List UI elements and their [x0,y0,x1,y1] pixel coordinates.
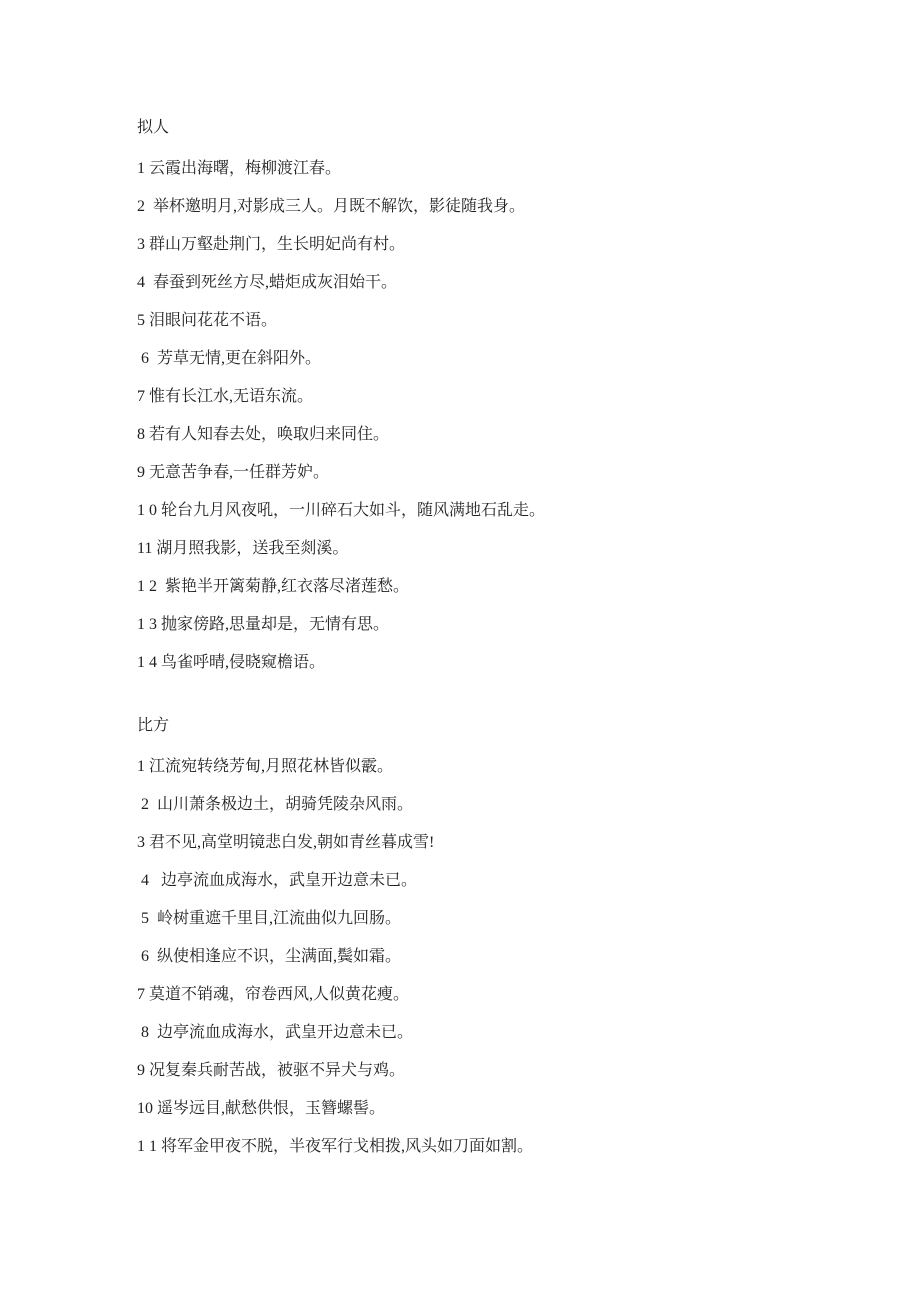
poem-section [137,690,860,1157]
poem-line: 1 0 轮台九月风夜吼，一川碎石大如斗，随风满地石乱走。 [137,502,546,519]
poem-line: 7 莫道不销魂，帘卷西风,人似黄花瘦。 [137,986,410,1003]
section-heading: 比方 [137,717,170,734]
poem-line: 10 遥岑远目,献愁供恨，玉簪螺髻。 [137,1100,386,1117]
poem-line: 3 群山万壑赴荆门，生长明妃尚有村。 [137,236,406,253]
poem-section [137,117,860,673]
poem-line: 4 边亭流血成海水，武皇开边意未已。 [137,872,418,889]
poem-line: 5 岭树重遮千里目,江流曲似九回肠。 [137,910,402,927]
poem-line: 5 泪眼问花花不语。 [137,312,278,329]
poem-line: 1 江流宛转绕芳甸,月照花林皆似霰。 [137,758,394,775]
poem-line: 9 况复秦兵耐苦战，被驱不异犬与鸡。 [137,1062,406,1079]
poem-line: 6 纵使相逢应不识，尘满面,鬓如霜。 [137,948,402,965]
poem-line: 8 若有人知春去处，唤取归来同住。 [137,426,390,443]
poem-line: 1 云霞出海曙，梅柳渡江春。 [137,160,342,177]
poem-line: 3 君不见,高堂明镜悲白发,朝如青丝暮成雪! [137,834,435,851]
poem-line: 1 2 紫艳半开篱菊静,红衣落尽渚莲愁。 [137,578,410,595]
poem-line: 11 湖月照我影，送我至剡溪。 [137,540,349,557]
poem-line: 4 春蚕到死丝方尽,蜡炬成灰泪始干。 [137,274,398,291]
poem-line: 9 无意苦争春,一任群芳妒。 [137,464,330,481]
poem-line: 2 举杯邀明月,对影成三人。月既不解饮，影徒随我身。 [137,198,526,215]
poem-line: 1 1 将军金甲夜不脱，半夜军行戈相拨,风头如刀面如割。 [137,1138,534,1155]
poem-line: 1 3 抛家傍路,思量却是，无情有思。 [137,616,390,633]
poem-line: 2 山川萧条极边土，胡骑凭陵杂风雨。 [137,796,414,813]
section-heading: 拟人 [137,119,170,136]
poem-line: 1 4 鸟雀呼晴,侵晓窥檐语。 [137,654,326,671]
poem-line: 7 惟有长江水,无语东流。 [137,388,314,405]
poem-line: 6 芳草无情,更在斜阳外。 [137,350,322,367]
poem-line: 8 边亭流血成海水，武皇开边意未已。 [137,1024,414,1041]
